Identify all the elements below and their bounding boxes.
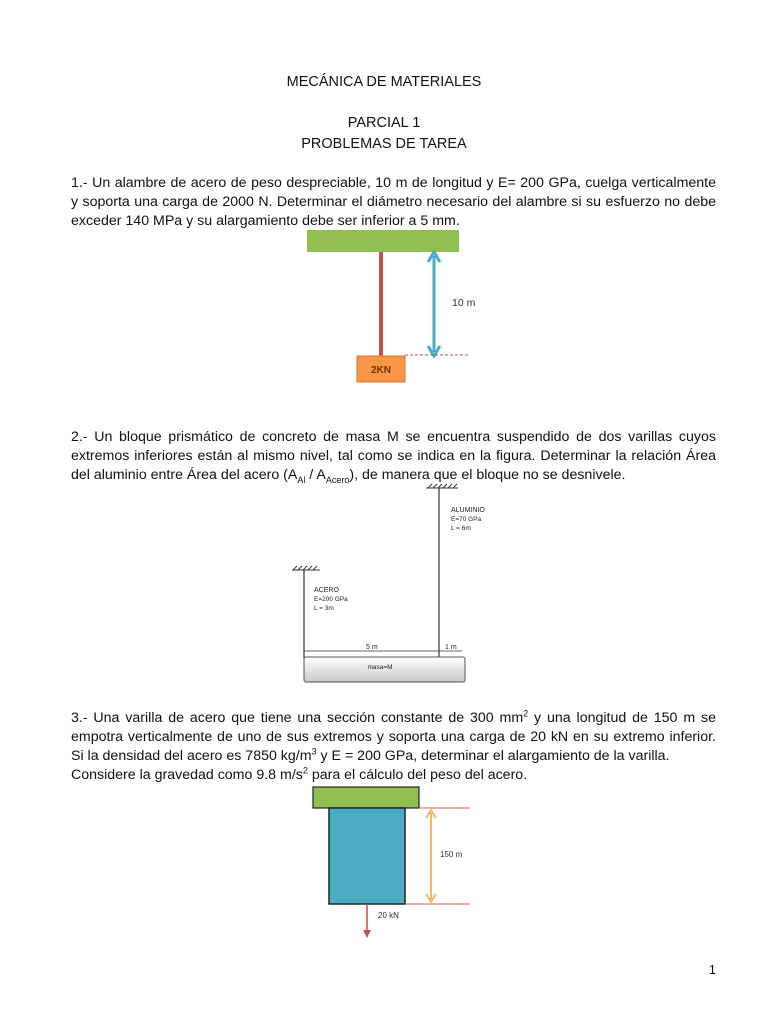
- load-arrow-head: [363, 930, 371, 938]
- problem-1-text: 1.- Un alambre de acero de peso despreciable, 10 m de longitud y E= 200 GPa, cuelga verticalmente y soporta una carga de 2000 N. Determinar el diámetro necesario del alambre si su esfuerzo no debe exceder 140 MPa y su alargamiento debe ser inferior a 5 mm.: [71, 175, 716, 229]
- aluminio-label: ALUMINIO: [451, 507, 485, 514]
- load-label: 2KN: [370, 365, 392, 376]
- problem-3-text: 3.- Una varilla de acero que tiene una sección constante de 300 $mm^2$ y una longitud de 150 m se empotra verticalmente de uno de sus extremos y soporta una carga de 20 kN en su extremo inferior. Si la densidad del acero es 7850 $kg/m^3$ y E = 200 GPa, determinar el alargamiento de la varilla. Considere la gravedad como 9.8 $m/s^2$ para el cálculo del peso del acero.: [71, 708, 716, 783]
- document-subtitle-2: PROBLEMAS DE TAREA: [301, 136, 467, 152]
- acero-label: ACERO: [314, 587, 339, 594]
- load-label: 20 kN: [378, 911, 399, 920]
- distance-5m-label: 5 m: [366, 644, 378, 651]
- acero-length: L = 3m: [314, 605, 334, 612]
- acero-modulus: E=200 GPa: [314, 596, 348, 603]
- document-subtitle: PARCIAL 1: [347, 115, 421, 131]
- length-label: 10 m: [452, 297, 476, 309]
- aluminio-length: L = 6m: [451, 525, 471, 532]
- problem-2-text: 2.- Un bloque prismático de concreto de masa M se encuentra suspendido de dos varillas cuyos extremos inferiores están al mismo nivel, tal como se indica en la figura. Determinar la relación Área del aluminio entre Área del acero $(A_{Al} / A_{Acero})$, de manera que el bloque no se desnivele.: [71, 429, 716, 485]
- length-label: 150 m: [440, 850, 463, 859]
- mass-label: masa=M: [367, 664, 393, 671]
- document-title: MECÁNICA DE MATERIALES: [286, 74, 482, 90]
- aluminio-modulus: E=70 GPa: [451, 516, 482, 523]
- steel-bar: [329, 808, 405, 904]
- distance-1m-label: 1 m: [445, 644, 457, 651]
- page-number: 1: [708, 962, 716, 977]
- fixed-support: [313, 787, 419, 808]
